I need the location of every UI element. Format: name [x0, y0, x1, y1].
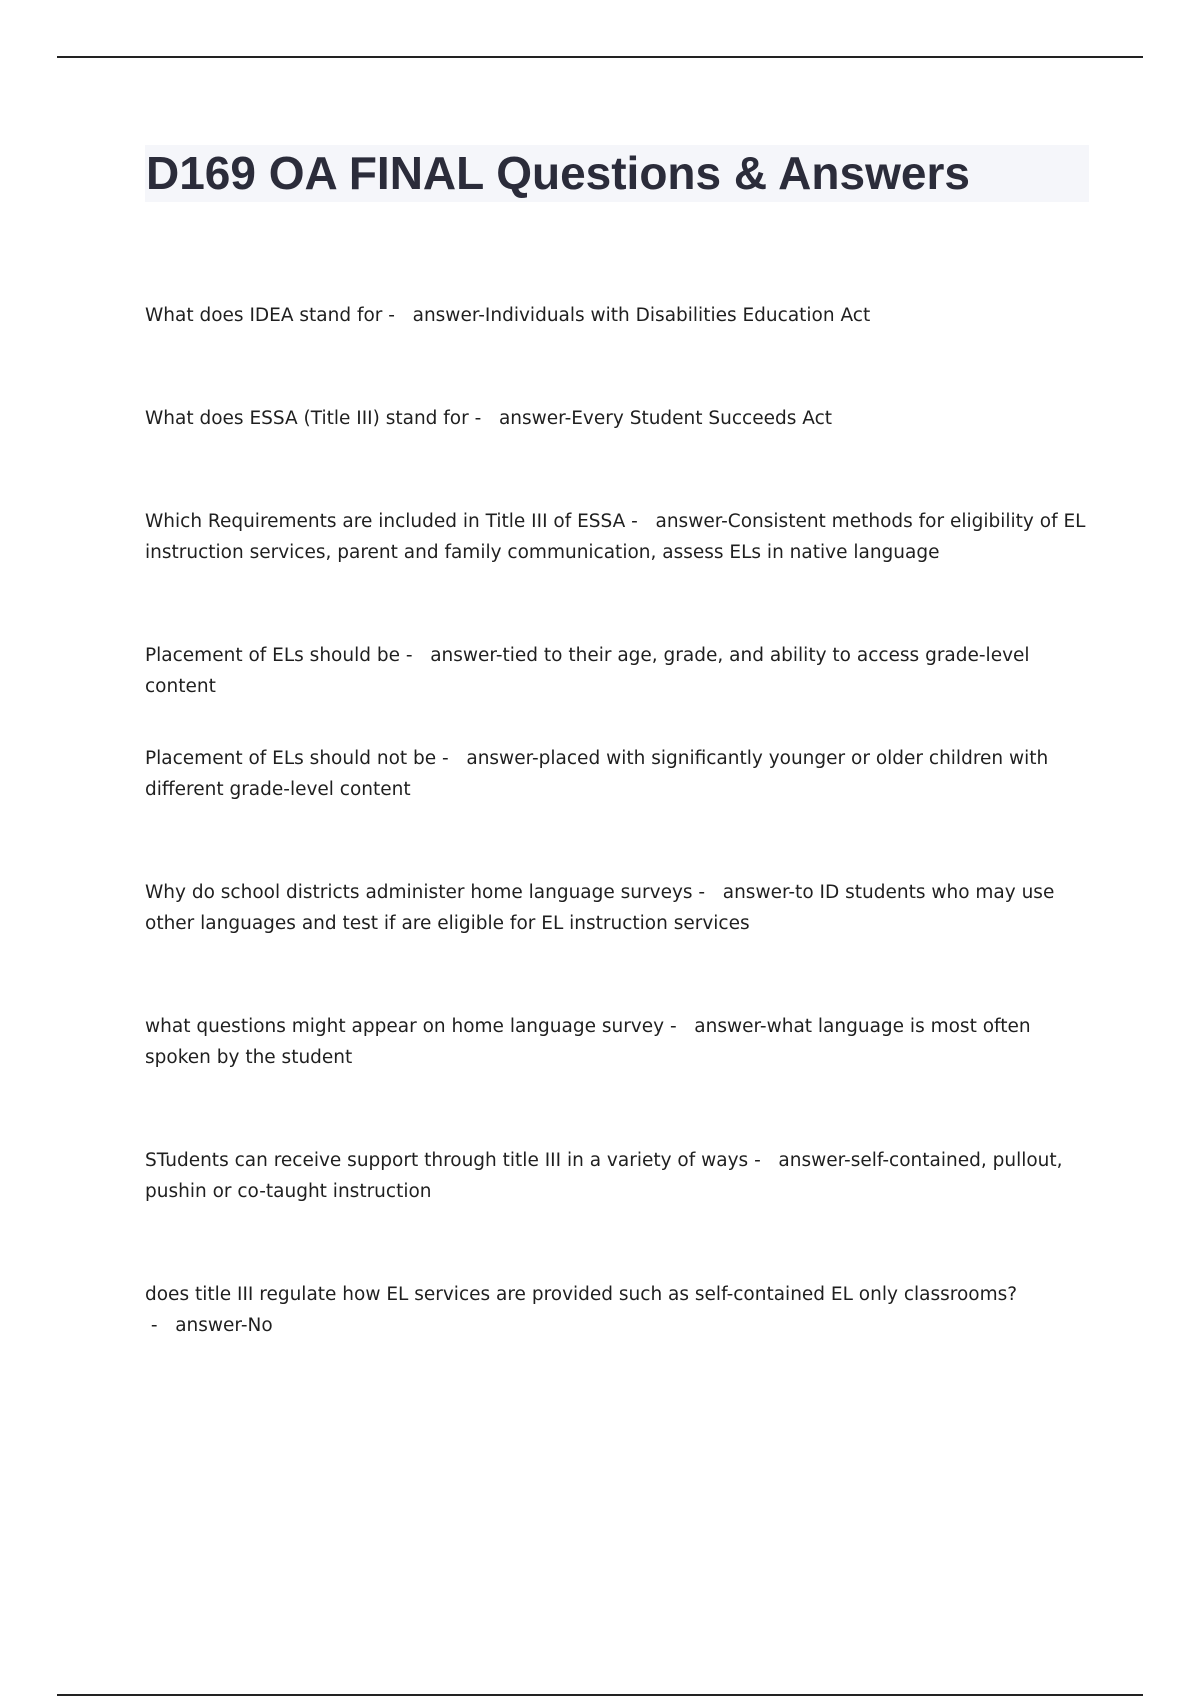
answer-text: answer-Every Student Succeeds Act: [498, 408, 833, 429]
question-text: what questions might appear on home language survey: [145, 1016, 665, 1037]
qa-item: [145, 300, 1090, 331]
answer-text: answer-what language is most often spoken by the student: [145, 1016, 1031, 1068]
question-text: Placement of ELs should not be: [145, 748, 437, 769]
qa-item: [145, 1279, 1090, 1341]
question-text: does title III regulate how EL services are provided such as self-contained EL only classrooms?: [145, 1284, 1018, 1305]
question-text: Which Requirements are included in Title III of ESSA: [145, 511, 626, 532]
page-title: D169 OA FINAL Questions & Answers: [146, 147, 970, 199]
question-text: Placement of ELs should be: [145, 645, 400, 666]
answer-text: answer-Consistent methods for eligibility of EL instruction services, parent and family communication, assess ELs in native language: [145, 511, 1086, 563]
qa-item: [145, 877, 1090, 939]
qa-item: [145, 506, 1090, 568]
qa-separator: -: [692, 882, 723, 903]
qa-separator: -: [748, 1150, 779, 1171]
qa-separator: -: [625, 511, 656, 532]
qa-item: [145, 640, 1090, 702]
answer-text: answer-No: [175, 1315, 273, 1336]
bottom-rule: [57, 1694, 1143, 1696]
top-rule: [57, 56, 1143, 58]
qa-item: [145, 1145, 1090, 1207]
qa-separator: -: [399, 645, 431, 666]
question-text: Why do school districts administer home language surveys: [145, 882, 693, 903]
answer-text: answer-Individuals with Disabilities Education Act: [412, 305, 871, 326]
qa-separator: -: [436, 748, 467, 769]
question-text: What does ESSA (Title III) stand for: [145, 408, 469, 429]
qa-separator: -: [145, 1315, 176, 1336]
answer-text: answer-tied to their age, grade, and ability to access grade-level content: [145, 645, 1030, 697]
qa-separator: -: [664, 1016, 695, 1037]
qa-separator: -: [468, 408, 499, 429]
answer-text: answer-placed with significantly younger or older children with different grade-level content: [145, 748, 1049, 800]
answer-text: answer-to ID students who may use other languages and test if are eligible for EL instruction services: [145, 882, 1055, 934]
qa-item: [145, 403, 1090, 434]
qa-item: [145, 743, 1090, 805]
answer-text: answer-self-contained, pullout, pushin or co-taught instruction: [145, 1150, 1063, 1202]
question-text: What does IDEA stand for: [145, 305, 383, 326]
qa-separator: -: [382, 305, 413, 326]
question-text: STudents can receive support through title III in a variety of ways: [145, 1150, 749, 1171]
qa-item: [145, 1011, 1090, 1073]
